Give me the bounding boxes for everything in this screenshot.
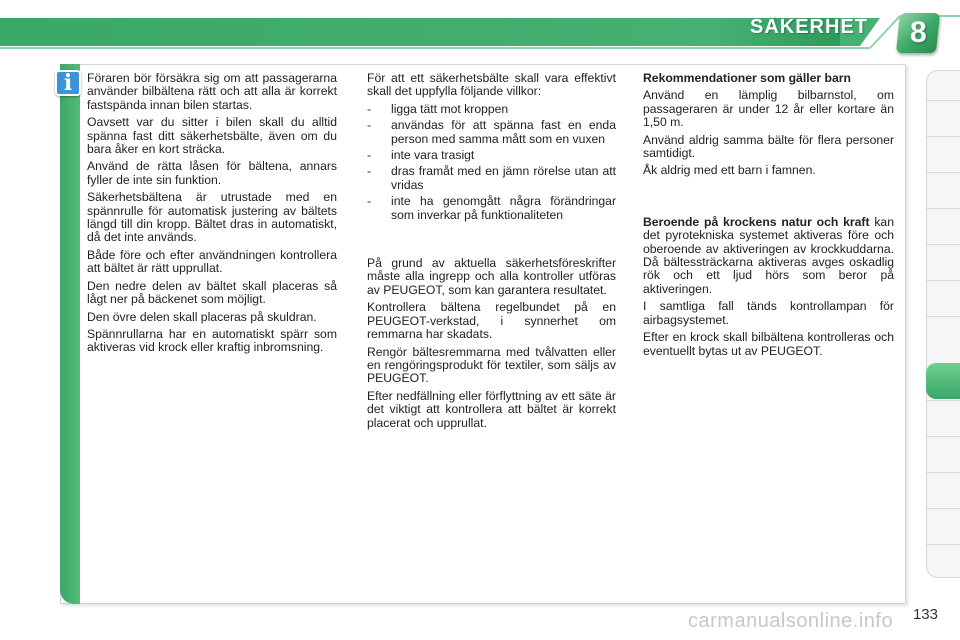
tab-divider <box>927 436 960 437</box>
page-number: 133 <box>912 606 938 623</box>
paragraph: I samtliga fall tänds kontrollampan för airbagsystemet. <box>643 299 894 327</box>
spacer <box>367 225 616 257</box>
section-heading: Rekommendationer som gäller barn <box>643 71 851 85</box>
tab-divider <box>927 244 960 245</box>
bullet-dash: - <box>367 164 372 179</box>
tab-divider <box>927 208 960 209</box>
watermark: carmanualsonline.info <box>688 610 894 632</box>
paragraph: Använd en lämplig bilbarnstol, om passageraren är under 12 år eller kortare än 1,50 m. <box>643 88 894 130</box>
tab-divider <box>927 100 960 101</box>
list-item <box>367 149 616 162</box>
info-icon: i <box>55 70 81 96</box>
paragraph: På grund av aktuella säkerhetsföreskrifter måste alla ingrepp och alla kontroller utföras av PEUGEOT, som kan garantera resultatet. <box>367 256 616 297</box>
tab-divider <box>927 544 960 545</box>
paragraph: Efter en krock skall bilbältena kontrolleras och eventuellt bytas ut av PEUGEOT. <box>643 330 894 358</box>
column-seatbelt-basics <box>87 72 337 359</box>
tab-divider <box>927 508 960 509</box>
list-item <box>367 195 616 222</box>
chapter-number-badge <box>896 13 940 53</box>
tab-divider <box>927 172 960 173</box>
pyrotechnic-lead: Beroende på krockens natur och kraft <box>643 214 870 229</box>
list-item-text: inte vara trasigt <box>391 148 475 163</box>
paragraph: Använd de rätta låsen för bältena, annars fyller de inte sin funktion. <box>87 159 337 187</box>
pyrotechnic-text: kan det pyrotekniska systemet aktiveras före och oberoende av aktiveringen av krockkuddarna. Då bältessträckarna aktiveras avges oskadlig rök och ett ljud hörs som beror på aktiveringen. <box>643 214 894 296</box>
list-item-text: användas för att spänna fast en enda person med samma mått som en vuxen <box>391 118 616 146</box>
info-side-bar <box>60 64 80 604</box>
tab-divider <box>927 316 960 317</box>
paragraph: Efter nedfällning eller förflyttning av ett säte är det viktigt att kontrollera att bältet är korrekt placerat och upprullat. <box>367 388 616 430</box>
tab-divider <box>927 400 960 401</box>
bullet-dash: - <box>367 148 372 163</box>
spacer <box>643 182 894 216</box>
paragraph: Den övre delen skall placeras på skuldran. <box>87 309 317 324</box>
paragraph: Oavsett var du sitter i bilen skall du alltid spänna fast ditt säkerhetsbälte, även om du bara åker en kort sträcka. <box>87 115 337 157</box>
tab-divider <box>927 136 960 137</box>
bullet-dash: - <box>367 194 372 209</box>
paragraph-intro: För att ett säkerhetsbälte skall vara effektivt skall det uppfylla följande villkor: <box>367 71 616 99</box>
paragraph: Föraren bör försäkra sig om att passagerarna använder bilbältena rätt och att alla är korrekt fastspända innan bilen startas. <box>87 71 337 112</box>
list-item-text: inte ha genomgått några förändringar som inverkar på funktionaliteten <box>391 194 616 222</box>
chapter-title: SÄKERHET <box>749 16 868 38</box>
bullet-dash: - <box>367 101 372 116</box>
chapter-tabs <box>926 70 960 578</box>
list-item <box>367 119 616 146</box>
tab-divider <box>927 472 960 473</box>
list-item-text: ligga tätt mot kroppen <box>391 101 509 116</box>
paragraph: Åk aldrig med ett barn i famnen. <box>643 163 816 178</box>
paragraph: Säkerhetsbältena är utrustade med en spännrulle för automatisk justering av bältets längd till din kropp. Bältet dras in automatiskt, då det inte används. <box>87 190 337 245</box>
paragraph: Den nedre delen av bältet skall placeras så lågt ner på bäckenet som möjligt. <box>87 278 337 307</box>
list-item <box>367 165 616 192</box>
paragraph: Rengör bältesremmarna med tvålvatten eller en rengöringsprodukt för textiler, som säljs av PEUGEOT. <box>367 344 616 386</box>
bullet-dash: - <box>367 118 372 133</box>
paragraph: Spännrullarna har en automatiskt spärr som aktiveras vid krock eller kraftig inbromsning. <box>87 326 337 355</box>
chapter-number: 8 <box>909 16 927 49</box>
list-item-text: dras framåt med en jämn rörelse utan att vridas <box>391 164 616 192</box>
column-seatbelt-conditions <box>367 72 616 434</box>
paragraph-pyrotechnic <box>643 216 894 296</box>
paragraph: Kontrollera bältena regelbundet på en PEUGEOT-verkstad, i synnerhet om remmarna har skadats. <box>367 300 616 342</box>
list-item <box>367 103 616 116</box>
conditions-list <box>367 103 616 222</box>
active-chapter-tab[interactable] <box>926 363 960 399</box>
paragraph: Både före och efter användningen kontrollera att bältet är rätt upprullat. <box>87 247 337 276</box>
column-children-recommendations <box>643 72 894 362</box>
tab-divider <box>927 280 960 281</box>
paragraph: Använd aldrig samma bälte för flera personer samtidigt. <box>643 132 894 161</box>
